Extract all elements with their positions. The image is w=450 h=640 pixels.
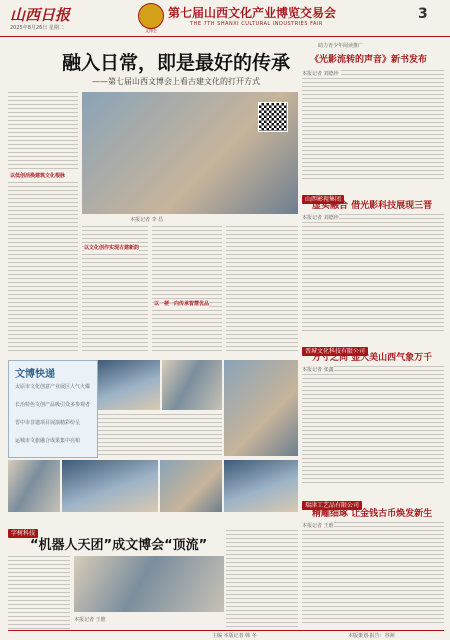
column3-headline: 精雕细琢 让金钱古币焕发新生 (312, 509, 433, 519)
column1-byline: 本报记者 刘德珍 (302, 215, 339, 221)
culture-card-item: 太原市文化创意产业展区人气火爆 (15, 384, 91, 390)
lead-body-col1b (8, 182, 78, 352)
photo-exhibit-hall (224, 360, 298, 456)
column1-tag: 山西影视集团 (302, 195, 344, 204)
column2-body (302, 366, 444, 486)
lead-body-col3 (152, 226, 222, 352)
bottom-photo-robots (74, 556, 224, 612)
culture-card (8, 360, 98, 458)
lead-byline: 本报记者 李 昌 (130, 217, 164, 223)
right-top-byline: 本报记者 刘德珍 (302, 71, 339, 77)
page-number: 3 (418, 6, 428, 22)
lead-sub1: 以低创活换建筑文化根脉 (10, 173, 66, 179)
footer-rule (8, 630, 444, 631)
fair-title-en: THE 7TH SHANXI CULTURAL INDUSTRIES FAIR (190, 21, 323, 27)
column3-byline: 本报记者 王维 (302, 523, 334, 529)
masthead (0, 0, 450, 37)
column1-body (302, 214, 444, 332)
bottom-byline: 本报记者 王维 (74, 617, 106, 623)
photo-performers (98, 360, 160, 410)
lead-body-col1 (8, 92, 78, 172)
photo-row2-c (160, 460, 222, 512)
photo-row2-b (62, 460, 158, 512)
lead-sub2: 以文化创作实现古建新韵 (84, 245, 140, 251)
right-top-headline: 《光影流转的声音》新书发布 (310, 55, 428, 65)
fair-logo-label: 文博会 (145, 28, 157, 33)
lead-body-col4 (226, 226, 298, 352)
bottom-body-col2 (226, 530, 298, 630)
footer-left: 主编 本版记者 韩 冬 (212, 633, 257, 639)
bottom-body-col1 (8, 556, 70, 630)
culture-card-item: 晋中市非遗项目展演精彩纷呈 (15, 420, 81, 426)
paper-name: 山西日报 (10, 6, 71, 24)
column2-byline: 本报记者 张鑫 (302, 367, 334, 373)
photo-visitors (162, 360, 222, 410)
column1-headline: 虚实融合 借光影科技展现三晋 (312, 201, 433, 211)
bottom-headline: “机器人天团”成文博会“顶流” (30, 538, 208, 553)
lead-sub3: 以一梗一向传承智慧优品 (154, 301, 210, 307)
culture-card-title: 文博快递 (15, 369, 55, 380)
fair-title: 第七届山西文化产业博览交易会 (168, 6, 337, 20)
bottom-tag: 字树科技 (8, 529, 38, 538)
right-top-body (302, 70, 444, 180)
culture-card-item: 长治特色文创产品吸引众多参观者 (15, 402, 91, 408)
lead-headline: 融入日常，即是最好的传承 (62, 52, 291, 74)
culture-card-item: 运城市文旅融合成果集中亮相 (15, 438, 81, 444)
fair-logo-icon (138, 3, 164, 29)
photo-row2-a (8, 460, 60, 512)
lead-subheadline: ——第七届山西文博会上看古建文化的打开方式 (92, 77, 260, 86)
photo-captions (98, 414, 222, 456)
column3-body (302, 522, 444, 626)
lead-photo (82, 92, 298, 214)
column2-tag: 晋城文化科技有限公司 (302, 347, 368, 356)
column2-headline: 方寸之间 显大美山西气象万千 (312, 353, 433, 363)
date-line: 2025年8月26日 星期二 (10, 25, 64, 31)
right-top-kicker: 助力青少年阅读推广 (318, 43, 364, 49)
qr-code-icon (258, 102, 288, 132)
photo-row2-d (224, 460, 298, 512)
footer-right: 本版策划·报告：谷洲 (348, 633, 395, 639)
column3-tag: 瑞津工艺品有限公司 (302, 501, 362, 510)
